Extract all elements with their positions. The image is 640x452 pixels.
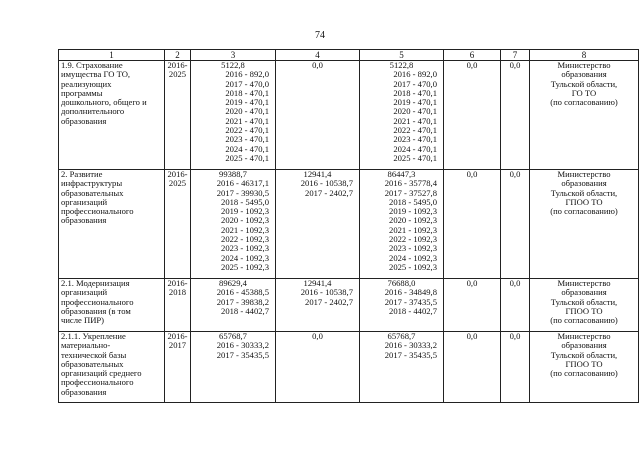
cell-line: образовательных — [61, 358, 124, 369]
cell-line: 2017 - 37435,5 — [384, 296, 437, 307]
cell-line: 2016 - 30333,2 — [384, 340, 437, 351]
cell-line: 2021 - 1092,3 — [221, 224, 269, 235]
cell-line: дополнительного — [61, 106, 125, 117]
period-cell — [165, 61, 191, 170]
cell-line: профессионального — [61, 377, 134, 388]
period-cell — [165, 170, 191, 279]
cell-line: 2.1. Модернизация — [61, 278, 130, 288]
cell-line: ГПОО ТО — [565, 196, 603, 207]
cell-line: (по согласованию) — [550, 206, 618, 217]
other-funding-cell — [501, 332, 530, 403]
cell-line: образования — [561, 69, 607, 80]
cell-line: 2018 - 5495,0 — [221, 196, 269, 207]
cell-line: организаций — [61, 196, 108, 207]
cell-line: 2020 - 1092,3 — [221, 215, 269, 226]
cell-line: 2017 - 35435,5 — [384, 349, 437, 360]
other-funding-cell — [501, 170, 530, 279]
total-funding-cell — [191, 279, 276, 332]
cell-line: 2020 - 470,1 — [393, 106, 437, 117]
cell-line: 2018 - 5495,0 — [389, 196, 437, 207]
federal-funding-cell — [276, 332, 360, 403]
cell-line: 2016 - 35778,4 — [384, 178, 437, 189]
cell-line: 2025 - 1092,3 — [389, 261, 437, 272]
cell-line: 2023 - 1092,3 — [221, 243, 269, 254]
activity-name-cell — [59, 332, 165, 403]
cell-line: 2019 - 1092,3 — [389, 206, 437, 217]
cell-line: 2021 - 1092,3 — [389, 224, 437, 235]
cell-line: 2025 — [168, 178, 187, 189]
cell-line: образования — [561, 287, 607, 298]
cell-value: 0,0 — [509, 278, 521, 288]
cell-line: 2020 - 1092,3 — [389, 215, 437, 226]
cell-line: 2023 - 470,1 — [393, 134, 437, 145]
column-header: 3 — [191, 50, 276, 61]
cell-line: 2017 — [168, 340, 187, 351]
cell-line: организаций — [61, 287, 108, 298]
cell-line: ГПОО ТО — [565, 358, 603, 369]
cell-line: 2021 - 470,1 — [225, 115, 269, 126]
regional-funding-cell — [360, 61, 444, 170]
cell-line: 2020 - 470,1 — [225, 106, 269, 117]
cell-line: 2017 - 470,0 — [225, 78, 269, 89]
cell-line: 2018 - 470,1 — [225, 87, 269, 98]
cell-line: образования — [61, 215, 107, 226]
page-number: 74 — [315, 30, 325, 41]
cell-line: 2024 - 1092,3 — [389, 252, 437, 263]
cell-line: имущества ГО ТО, — [61, 69, 131, 80]
table-row — [59, 332, 639, 403]
local-funding-cell — [444, 279, 501, 332]
cell-line: 2016 - 34849,8 — [384, 287, 437, 298]
cell-line: 2. Развитие — [61, 169, 103, 179]
cell-line: программы — [61, 87, 103, 98]
cell-line: 2016- — [167, 169, 188, 179]
column-header: 8 — [530, 50, 639, 61]
cell-line: дошкольного, общего и — [61, 97, 147, 108]
cell-line: ГПОО ТО — [565, 305, 603, 316]
cell-value: 12941,4 — [303, 278, 332, 288]
cell-line: 2022 - 1092,3 — [221, 234, 269, 245]
cell-line: Министерство — [557, 278, 611, 288]
cell-value: 65768,7 — [387, 331, 416, 341]
column-header: 4 — [276, 50, 360, 61]
cell-line: 2018 - 470,1 — [393, 87, 437, 98]
other-funding-cell — [501, 279, 530, 332]
cell-line: 2019 - 470,1 — [393, 97, 437, 108]
cell-value: 0,0 — [312, 60, 323, 70]
cell-line: 2025 - 470,1 — [225, 152, 269, 163]
column-header: 5 — [360, 50, 444, 61]
cell-line: 2022 - 470,1 — [225, 125, 269, 136]
cell-line: 2025 — [168, 69, 187, 80]
cell-line: 2017 - 37527,8 — [384, 187, 437, 198]
column-header: 7 — [501, 50, 530, 61]
cell-line: 2024 - 470,1 — [393, 143, 437, 154]
cell-line: 2016 - 30333,2 — [216, 340, 269, 351]
cell-line: 2023 - 470,1 — [225, 134, 269, 145]
cell-line: образования — [561, 340, 607, 351]
cell-value: 0,0 — [466, 60, 478, 70]
cell-line: Тульской области, — [550, 296, 618, 307]
cell-line: 2022 - 1092,3 — [389, 234, 437, 245]
cell-line: 2016 - 10538,7 — [300, 178, 353, 189]
cell-line: 2018 - 4402,7 — [221, 305, 269, 316]
cell-line: 2017 - 470,0 — [393, 78, 437, 89]
table-row — [59, 279, 639, 332]
program-table — [58, 49, 639, 403]
cell-line: 2019 - 470,1 — [225, 97, 269, 108]
executor-cell — [530, 170, 639, 279]
cell-line: 2021 - 470,1 — [393, 115, 437, 126]
cell-value: 76688,0 — [387, 278, 416, 288]
cell-line: образования — [61, 386, 107, 397]
activity-name-cell — [59, 61, 165, 170]
cell-value: 89629,4 — [219, 278, 247, 288]
cell-line: ГО ТО — [571, 87, 597, 98]
regional-funding-cell — [360, 332, 444, 403]
cell-line: (по согласованию) — [550, 368, 618, 379]
local-funding-cell — [444, 61, 501, 170]
cell-line: 2.1.1. Укрепление — [61, 331, 126, 341]
column-header: 6 — [444, 50, 501, 61]
cell-line: 2017 - 2402,7 — [305, 187, 353, 198]
cell-line: 2016 - 10538,7 — [300, 287, 353, 298]
table-header-row — [59, 50, 639, 61]
cell-line: (по согласованию) — [550, 315, 618, 326]
local-funding-cell — [444, 332, 501, 403]
cell-value: 12941,4 — [303, 169, 332, 179]
cell-line: реализующих — [61, 78, 112, 89]
cell-line: 2017 - 39838,2 — [216, 296, 269, 307]
activity-name-cell — [59, 279, 165, 332]
total-funding-cell — [191, 61, 276, 170]
cell-line: 2016 - 46317,1 — [216, 178, 269, 189]
other-funding-cell — [501, 61, 530, 170]
cell-value: 0,0 — [466, 278, 478, 288]
executor-cell — [530, 279, 639, 332]
regional-funding-cell — [360, 170, 444, 279]
cell-line: 2018 - 4402,7 — [389, 305, 437, 316]
cell-line: образовательных — [61, 187, 124, 198]
federal-funding-cell — [276, 170, 360, 279]
total-funding-cell — [191, 332, 276, 403]
activity-name-cell — [59, 170, 165, 279]
cell-line: (по согласованию) — [550, 97, 618, 108]
cell-line: образования (в том — [61, 305, 131, 316]
cell-line: Министерство — [557, 60, 611, 70]
cell-value: 0,0 — [509, 60, 521, 70]
cell-line: числе ПИР) — [61, 315, 105, 326]
cell-line: 2017 - 39930,5 — [216, 187, 269, 198]
cell-line: Тульской области, — [550, 78, 618, 89]
cell-line: инфраструктуры — [61, 178, 123, 189]
period-cell — [165, 279, 191, 332]
cell-line: 1.9. Страхование — [61, 60, 123, 70]
cell-line: 2016- — [167, 278, 188, 288]
cell-line: образования — [61, 115, 107, 126]
cell-value: 0,0 — [466, 331, 478, 341]
cell-line: 2025 - 1092,3 — [221, 261, 269, 272]
cell-line: 2018 — [168, 287, 187, 298]
total-funding-cell — [191, 170, 276, 279]
cell-line: 2016 - 892,0 — [393, 69, 437, 80]
cell-line: образования — [561, 178, 607, 189]
cell-line: 2016- — [167, 60, 188, 70]
federal-funding-cell — [276, 279, 360, 332]
local-funding-cell — [444, 170, 501, 279]
cell-line: 2024 - 470,1 — [225, 143, 269, 154]
regional-funding-cell — [360, 279, 444, 332]
column-header: 1 — [59, 50, 165, 61]
cell-line: материально- — [61, 340, 111, 351]
cell-value: 5122,8 — [221, 60, 245, 70]
cell-line: Тульской области, — [550, 349, 618, 360]
cell-value: 0,0 — [466, 169, 478, 179]
table-row — [59, 170, 639, 279]
cell-line: 2025 - 470,1 — [393, 152, 437, 163]
cell-value: 5122,8 — [389, 60, 414, 70]
cell-line: 2023 - 1092,3 — [389, 243, 437, 254]
cell-line: организаций среднего — [61, 368, 142, 379]
cell-line: профессионального — [61, 296, 134, 307]
cell-line: 2017 - 35435,5 — [216, 349, 269, 360]
cell-line: 2017 - 2402,7 — [305, 296, 353, 307]
cell-line: 2022 - 470,1 — [393, 125, 437, 136]
cell-line: 2016- — [167, 331, 188, 341]
federal-funding-cell — [276, 61, 360, 170]
cell-value: 86447,3 — [387, 169, 416, 179]
cell-line: 2016 - 892,0 — [225, 69, 269, 80]
cell-line: Министерство — [557, 331, 611, 341]
cell-value: 65768,7 — [219, 331, 247, 341]
cell-value: 0,0 — [509, 331, 521, 341]
cell-line: 2016 - 45388,5 — [216, 287, 269, 298]
cell-value: 0,0 — [312, 331, 323, 341]
cell-line: технической базы — [61, 349, 127, 360]
cell-line: профессионального — [61, 206, 134, 217]
cell-line: Министерство — [557, 169, 611, 179]
period-cell — [165, 332, 191, 403]
cell-line: 2019 - 1092,3 — [221, 206, 269, 217]
table-row — [59, 61, 639, 170]
cell-value: 99388,7 — [219, 169, 247, 179]
cell-line: Тульской области, — [550, 187, 618, 198]
cell-value: 0,0 — [509, 169, 521, 179]
executor-cell — [530, 61, 639, 170]
executor-cell — [530, 332, 639, 403]
column-header: 2 — [165, 50, 191, 61]
cell-line: 2024 - 1092,3 — [221, 252, 269, 263]
